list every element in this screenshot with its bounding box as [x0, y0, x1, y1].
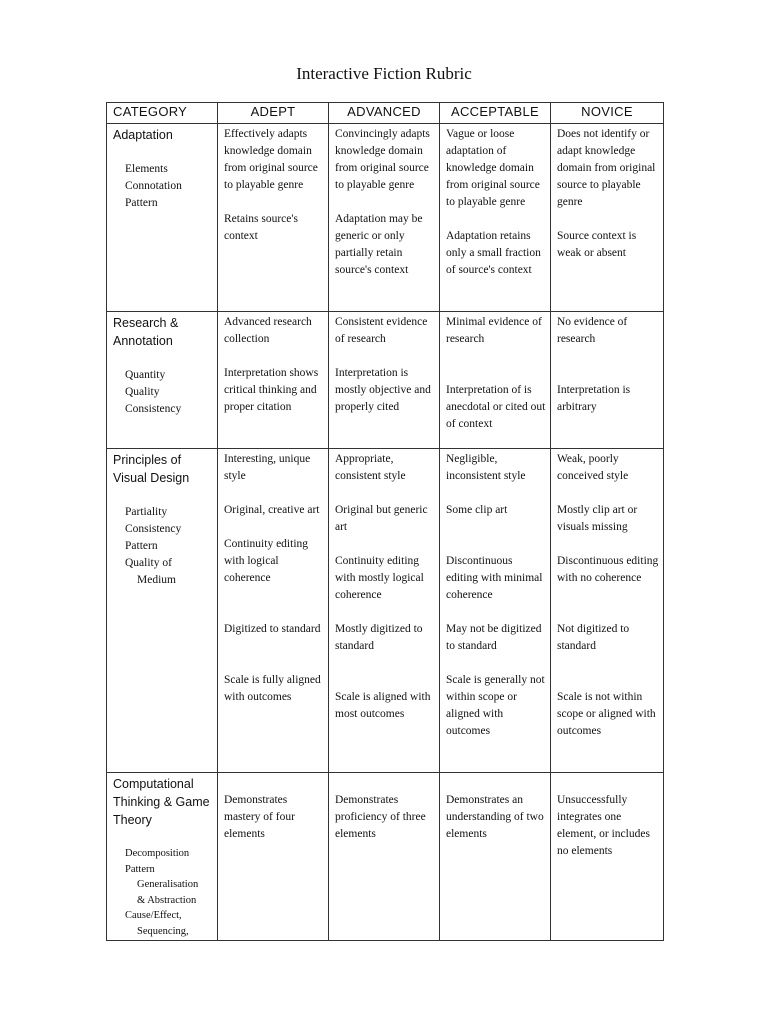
criterion-text: Appropriate, consistent style	[335, 453, 406, 482]
category-item: Generalisation	[137, 879, 199, 890]
category-item: Quality	[125, 386, 160, 398]
category-title: Adaptation	[113, 128, 173, 142]
category-item: Consistency	[125, 523, 182, 535]
category-item: Pattern	[125, 540, 158, 552]
criterion-text: Original but generic art	[335, 504, 428, 533]
criterion-text: Discontinuous editing with no coherence	[557, 555, 659, 584]
criterion-text: Source context is weak or absent	[557, 230, 637, 259]
novice-cell	[551, 312, 664, 449]
criterion-text: Mostly digitized to standard	[335, 623, 423, 652]
criterion-text: Consistent evidence of research	[335, 316, 428, 345]
advanced-cell	[329, 449, 440, 773]
criterion-text: Effectively adapts knowledge domain from original source to playable genre	[224, 128, 318, 191]
header-adept: ADEPT	[218, 103, 329, 124]
criterion-text: Original, creative art	[224, 504, 320, 516]
category-cell	[107, 449, 218, 773]
table-row	[107, 312, 664, 449]
novice-cell	[551, 449, 664, 773]
category-cell	[107, 312, 218, 449]
header-row	[107, 103, 664, 124]
criterion-text: Digitized to standard	[224, 623, 321, 635]
category-item: Pattern	[125, 197, 158, 209]
criterion-text: No evidence of research	[557, 316, 628, 345]
adept-cell	[218, 312, 329, 449]
advanced-cell	[329, 773, 440, 941]
criterion-text: Weak, poorly conceived style	[557, 453, 629, 482]
criterion-text: Unsuccessfully integrates one element, or includes no elements	[557, 794, 650, 857]
table-row	[107, 773, 664, 941]
criterion-text: Scale is not within scope or aligned with outcomes	[557, 691, 656, 737]
criterion-text: Adaptation retains only a small fraction of source's context	[446, 230, 541, 276]
criterion-text: Adaptation may be generic or only partially retain source's context	[335, 213, 423, 276]
criterion-text: Scale is generally not within scope or aligned with outcomes	[446, 674, 545, 737]
criterion-text: Minimal evidence of research	[446, 316, 542, 345]
advanced-cell	[329, 312, 440, 449]
category-item: & Abstraction	[137, 894, 197, 906]
category-title: Principles of Visual Design	[113, 453, 190, 485]
header-category: CATEGORY	[107, 103, 218, 124]
acceptable-cell	[440, 312, 551, 449]
category-item: Medium	[137, 574, 176, 586]
novice-cell	[551, 773, 664, 941]
category-title: Computational Thinking & Game Theory	[113, 777, 210, 827]
rubric-table	[106, 102, 664, 941]
criterion-text: Demonstrates mastery of four elements	[224, 794, 295, 840]
criterion-text: Continuity editing with mostly logical coherence	[335, 555, 424, 601]
criterion-text: Scale is aligned with most outcomes	[335, 691, 431, 720]
criterion-text: Convincingly adapts knowledge domain from original source to playable genre	[335, 128, 430, 191]
document-title: Interactive Fiction Rubric	[296, 64, 472, 83]
adept-cell	[218, 124, 329, 312]
acceptable-cell	[440, 449, 551, 773]
criterion-text: Mostly clip art or visuals missing	[557, 504, 638, 533]
criterion-text: Does not identify or adapt knowledge domain from original source to playable genre	[557, 128, 656, 208]
category-title: Research & Annotation	[113, 316, 179, 348]
criterion-text: Scale is fully aligned with outcomes	[224, 674, 321, 703]
adept-cell	[218, 773, 329, 941]
novice-cell	[551, 124, 664, 312]
criterion-text: Interpretation of is anecdotal or cited out of context	[446, 384, 546, 430]
criterion-text: Vague or loose adaptation of knowledge domain from original source to playable genre	[446, 128, 540, 208]
acceptable-cell	[440, 773, 551, 941]
advanced-cell	[329, 124, 440, 312]
criterion-text: May not be digitized to standard	[446, 623, 542, 652]
category-item: Sequencing,	[137, 925, 189, 937]
criterion-text: Some clip art	[446, 504, 508, 516]
criterion-text: Demonstrates proficiency of three elements	[335, 794, 426, 840]
category-cell	[107, 773, 218, 941]
category-item: Partiality	[125, 506, 168, 518]
table-row	[107, 449, 664, 773]
criterion-text: Interpretation is mostly objective and properly cited	[335, 367, 431, 413]
criterion-text: Retains source's context	[224, 213, 298, 242]
table-row	[107, 124, 664, 312]
criterion-text: Not digitized to standard	[557, 623, 630, 652]
criterion-text: Advanced research collection	[224, 316, 312, 345]
acceptable-cell	[440, 124, 551, 312]
category-item: Connotation	[125, 180, 182, 192]
category-item: Elements	[125, 163, 168, 175]
category-item: Consistency	[125, 403, 182, 415]
category-cell	[107, 124, 218, 312]
criterion-text: Demonstrates an understanding of two elements	[446, 794, 544, 840]
criterion-text: Interpretation shows critical thinking and proper citation	[224, 367, 319, 413]
criterion-text: Interesting, unique style	[224, 453, 311, 482]
header-advanced: ADVANCED	[329, 103, 440, 124]
category-item: Quantity	[125, 369, 166, 381]
criterion-text: Interpretation is arbitrary	[557, 384, 631, 413]
category-item: Decomposition	[125, 848, 190, 859]
criterion-text: Negligible, inconsistent style	[446, 453, 526, 482]
category-item: Pattern	[125, 863, 155, 875]
category-item: Cause/Effect,	[125, 910, 182, 921]
criterion-text: Discontinuous editing with minimal coherence	[446, 555, 543, 601]
header-acceptable: ACCEPTABLE	[440, 103, 551, 124]
header-novice: NOVICE	[551, 103, 664, 124]
adept-cell	[218, 449, 329, 773]
criterion-text: Continuity editing with logical coherence	[224, 538, 309, 584]
category-item: Quality of	[125, 557, 172, 569]
